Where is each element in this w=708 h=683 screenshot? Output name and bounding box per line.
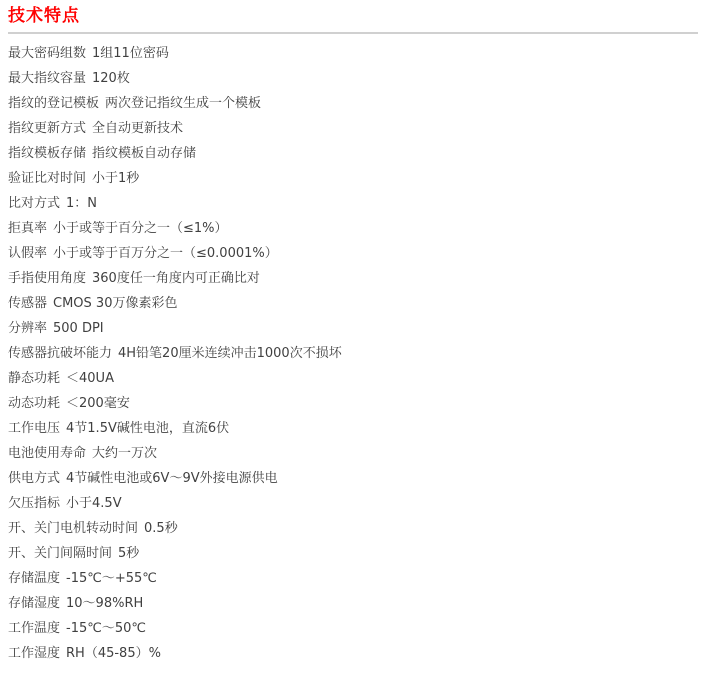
spec-value: 指纹模板自动存储 — [92, 146, 197, 161]
spec-label: 工作温度 — [8, 621, 61, 636]
spec-row — [8, 166, 698, 191]
spec-row — [8, 541, 698, 566]
spec-value: 大约一万次 — [92, 446, 158, 461]
spec-row — [8, 141, 698, 166]
spec-label: 指纹更新方式 — [8, 121, 87, 136]
spec-value: 10～98%RH — [66, 596, 144, 611]
spec-label: 工作电压 — [8, 421, 61, 436]
spec-value: ＜40UA — [66, 371, 114, 386]
spec-row — [8, 566, 698, 591]
spec-label: 存储湿度 — [8, 596, 61, 611]
spec-row — [8, 641, 698, 666]
spec-row — [8, 366, 698, 391]
spec-label: 存储温度 — [8, 571, 61, 586]
spec-label: 拒真率 — [8, 221, 48, 236]
spec-value: 4节碱性电池或6V～9V外接电源供电 — [66, 471, 278, 486]
title-divider — [8, 32, 698, 34]
spec-value: -15℃～50℃ — [66, 621, 146, 636]
spec-value: 小于或等于百万分之一（≤0.0001%） — [53, 246, 278, 261]
spec-value: 0.5秒 — [144, 521, 178, 536]
spec-row — [8, 66, 698, 91]
spec-value: ＜200毫安 — [66, 396, 130, 411]
spec-label: 传感器 — [8, 296, 48, 311]
spec-value: 1组11位密码 — [92, 46, 169, 61]
spec-label: 电池使用寿命 — [8, 446, 87, 461]
spec-value: 小于或等于百分之一（≤1%） — [53, 221, 228, 236]
spec-value: 1：N — [66, 196, 98, 211]
spec-row — [8, 291, 698, 316]
spec-label: 比对方式 — [8, 196, 61, 211]
spec-row — [8, 266, 698, 291]
spec-row — [8, 316, 698, 341]
spec-label: 动态功耗 — [8, 396, 61, 411]
spec-value: 小于4.5V — [66, 496, 122, 511]
spec-list — [8, 41, 698, 666]
spec-label: 静态功耗 — [8, 371, 61, 386]
spec-row — [8, 466, 698, 491]
page-title: 技术特点 — [8, 6, 80, 26]
spec-row — [8, 191, 698, 216]
spec-label: 欠压指标 — [8, 496, 61, 511]
spec-label: 供电方式 — [8, 471, 61, 486]
spec-label: 开、关门电机转动时间 — [8, 521, 139, 536]
spec-row — [8, 391, 698, 416]
spec-value: 360度任一角度内可正确比对 — [92, 271, 260, 286]
spec-label: 传感器抗破坏能力 — [8, 346, 113, 361]
spec-row — [8, 41, 698, 66]
spec-row — [8, 491, 698, 516]
spec-value: 5秒 — [118, 546, 140, 561]
spec-label: 认假率 — [8, 246, 48, 261]
spec-value: RH（45-85）% — [66, 646, 161, 661]
spec-row — [8, 216, 698, 241]
spec-row — [8, 441, 698, 466]
spec-value: 4节1.5V碱性电池，直流6伏 — [66, 421, 230, 436]
spec-label: 验证比对时间 — [8, 171, 87, 186]
spec-label: 最大密码组数 — [8, 46, 87, 61]
spec-label: 工作湿度 — [8, 646, 61, 661]
spec-value: CMOS 30万像素彩色 — [53, 296, 178, 311]
spec-value: -15℃～+55℃ — [66, 571, 157, 586]
spec-value: 小于1秒 — [92, 171, 140, 186]
spec-value: 500 DPI — [53, 321, 104, 336]
spec-row — [8, 616, 698, 641]
spec-value: 两次登记指纹生成一个模板 — [105, 96, 262, 111]
spec-label: 指纹模板存储 — [8, 146, 87, 161]
spec-value: 全自动更新技术 — [92, 121, 184, 136]
spec-value: 120枚 — [92, 71, 130, 86]
spec-row — [8, 116, 698, 141]
spec-row — [8, 416, 698, 441]
spec-label: 手指使用角度 — [8, 271, 87, 286]
spec-label: 指纹的登记模板 — [8, 96, 100, 111]
spec-row — [8, 91, 698, 116]
spec-row — [8, 516, 698, 541]
spec-row — [8, 341, 698, 366]
spec-label: 开、关门间隔时间 — [8, 546, 113, 561]
spec-row — [8, 241, 698, 266]
spec-label: 最大指纹容量 — [8, 71, 87, 86]
spec-row — [8, 591, 698, 616]
spec-value: 4H铅笔20厘米连续冲击1000次不损坏 — [118, 346, 342, 361]
spec-label: 分辨率 — [8, 321, 48, 336]
